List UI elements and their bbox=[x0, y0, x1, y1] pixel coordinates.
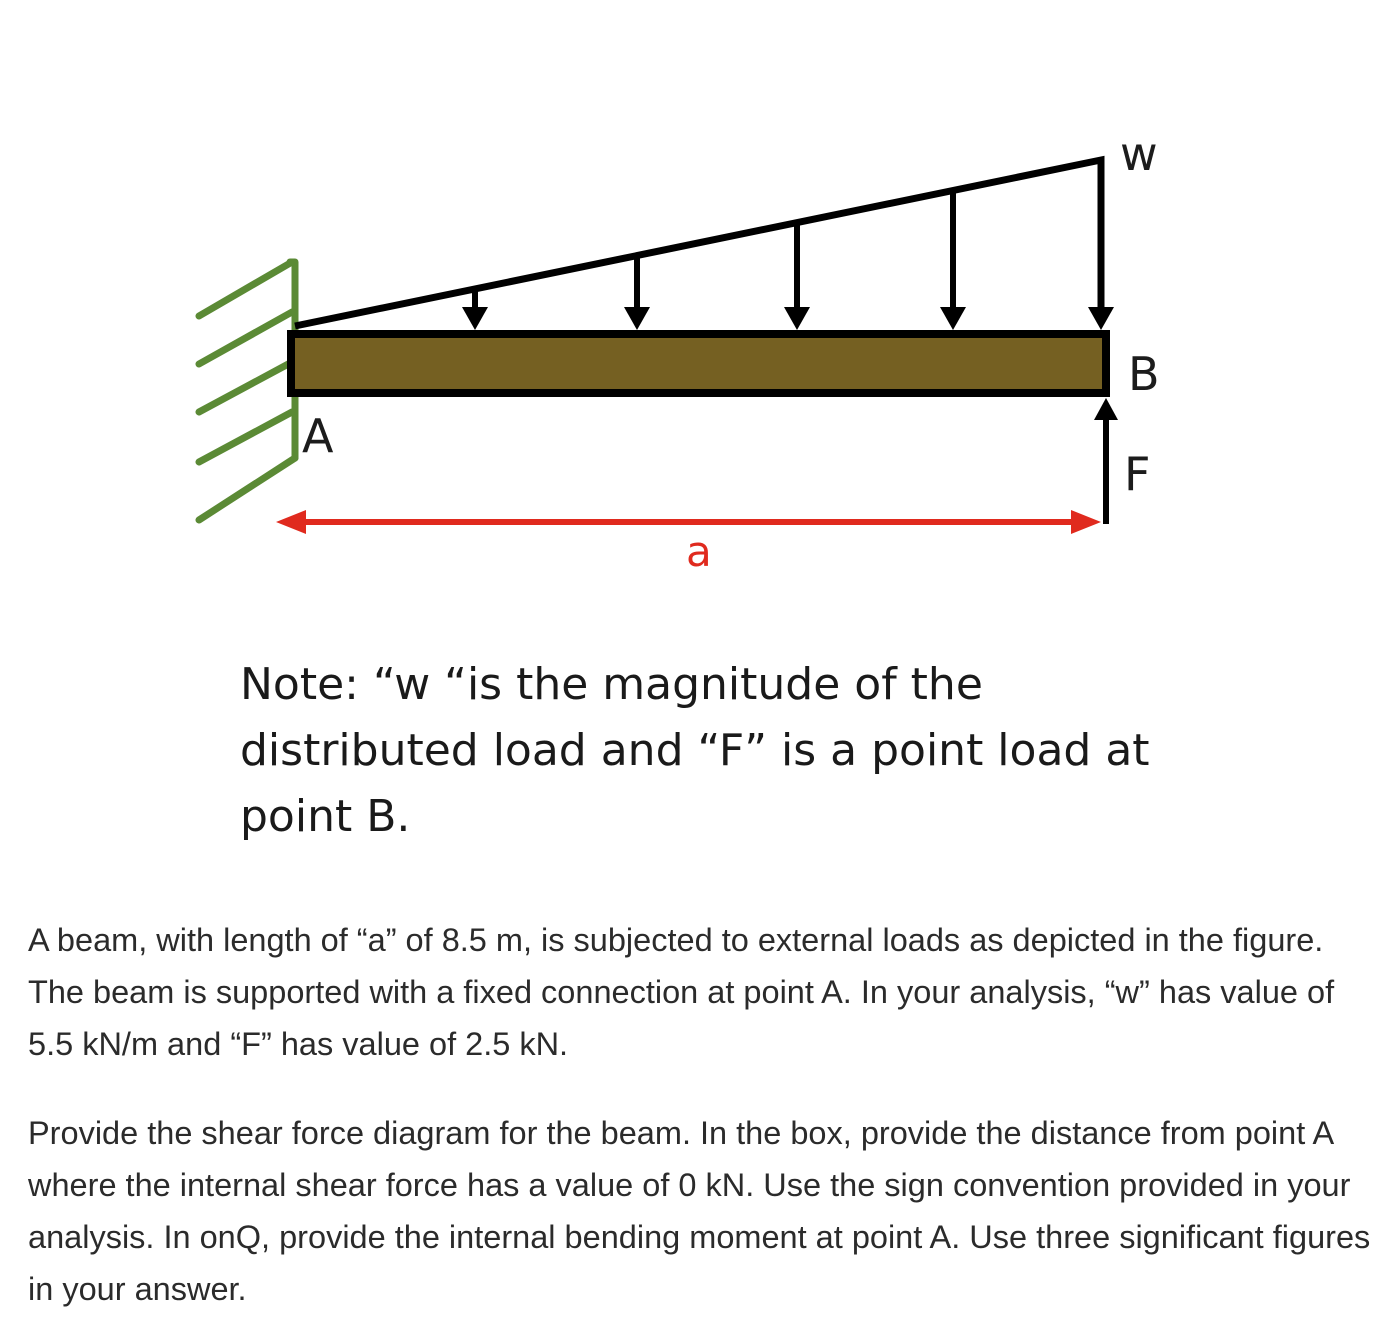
dimension-arrow-left bbox=[276, 510, 306, 534]
load-arrow-head-4 bbox=[940, 307, 966, 330]
load-arrow-head-3 bbox=[784, 307, 810, 330]
support-hatch-1 bbox=[199, 262, 292, 316]
point-load-head bbox=[1094, 398, 1118, 420]
load-envelope bbox=[295, 160, 1101, 326]
label-A: A bbox=[302, 409, 334, 463]
support-hatch-4 bbox=[199, 412, 292, 462]
label-w: w bbox=[1120, 127, 1158, 181]
label-a: a bbox=[686, 527, 712, 576]
support-hatch-5 bbox=[199, 458, 295, 520]
load-arrow-head-1 bbox=[462, 307, 488, 330]
distributed-load bbox=[295, 160, 1114, 330]
beam-diagram bbox=[0, 0, 1390, 640]
load-arrow-head-2 bbox=[624, 307, 650, 330]
label-B: B bbox=[1128, 347, 1160, 401]
support-hatch-2 bbox=[199, 312, 292, 364]
dimension-arrow-right bbox=[1071, 510, 1101, 534]
point-load-F bbox=[1094, 398, 1118, 524]
figure-note: Note: “w “is the magnitude of the distributed load and “F” is a point load at point B. bbox=[240, 659, 1150, 842]
problem-instructions: Provide the shear force diagram for the beam. In the box, provide the distance from point A where the internal shear force has a value of 0 kN. Use the sign convention provided in your analysis. In onQ, provide the internal bending moment at point A. Use three significant figures in your answer. bbox=[28, 1115, 1371, 1307]
problem-statement: A beam, with length of “a” of 8.5 m, is subjected to external loads as depicted in the figure. The beam is supported with a fixed connection at point A. In your analysis, “w” has value of 5.5 kN/m and “F” has value of 2.5 kN. bbox=[28, 922, 1335, 1062]
load-arrow-head-5 bbox=[1088, 307, 1114, 330]
fixed-support bbox=[199, 262, 295, 520]
support-hatch-3 bbox=[199, 362, 292, 412]
label-F: F bbox=[1124, 447, 1151, 501]
beam bbox=[291, 334, 1106, 393]
